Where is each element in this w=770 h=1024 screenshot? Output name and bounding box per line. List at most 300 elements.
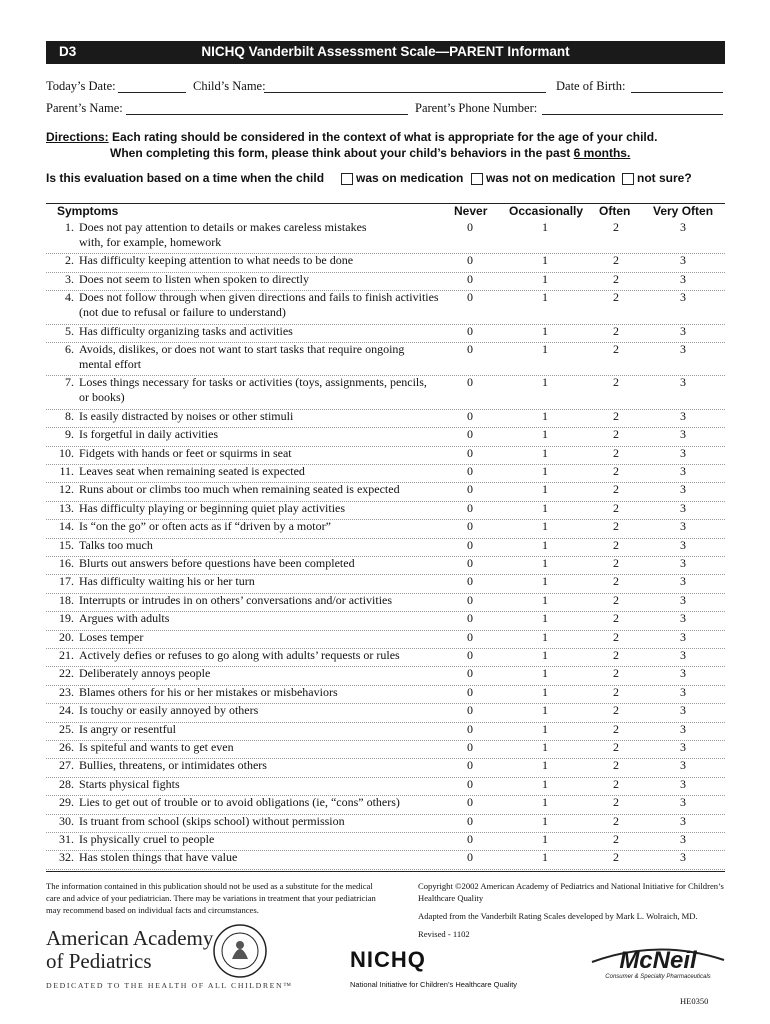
rating-often[interactable]: 2 [613,776,619,791]
item-text-line: or books) [79,390,125,405]
rating-often[interactable]: 2 [613,342,619,356]
rating-often[interactable]: 2 [613,813,619,828]
item-number: 20. [59,629,74,644]
rating-often[interactable]: 2 [613,290,619,305]
parents-phone-field[interactable] [542,114,723,115]
table-row [46,427,725,446]
item-text [79,814,459,829]
evaluation-question-text: Is this evaluation based on a time when the child [46,171,325,185]
rating-occasionally[interactable]: 1 [542,500,548,515]
item-number: 9. [65,427,74,442]
rating-very-often[interactable]: 3 [680,537,686,552]
table-row [46,290,725,324]
item-number: 7. [65,375,74,390]
table-row [46,220,725,254]
rating-often[interactable]: 2 [613,592,619,607]
rating-often[interactable]: 2 [613,721,619,736]
item-number: 2. [65,253,74,268]
rating-occasionally[interactable]: 1 [542,648,548,662]
rating-often[interactable]: 2 [613,323,619,338]
rating-never[interactable]: 0 [467,482,473,497]
option-not-on-medication: was not on medication [486,171,616,185]
rating-occasionally[interactable]: 1 [542,592,548,607]
rating-occasionally[interactable]: 1 [542,740,548,754]
rating-often[interactable]: 2 [613,500,619,515]
item-text-line: Talks too much [79,537,153,552]
nichq-logo [350,947,426,973]
rating-often[interactable]: 2 [613,629,619,644]
item-text-line: Runs about or climbs too much when remaining seated is expected [79,482,400,497]
rating-never[interactable]: 0 [467,721,473,736]
rating-very-often[interactable]: 3 [680,408,686,423]
item-text-line: Is easily distracted by noises or other stimuli [79,408,294,423]
rating-occasionally[interactable]: 1 [542,556,548,570]
rating-often[interactable]: 2 [613,464,619,478]
item-text [79,593,459,608]
column-symptoms: Symptoms [57,204,119,218]
item-text-line: Has difficulty waiting his or her turn [79,574,255,589]
rating-occasionally[interactable]: 1 [542,850,548,865]
rating-never[interactable]: 0 [467,556,473,570]
rating-never[interactable]: 0 [467,813,473,828]
copyright-block [418,880,728,940]
item-text-line: Is spiteful and wants to get even [79,740,234,754]
item-number: 30. [59,813,74,828]
item-text [79,519,459,534]
column-occasionally: Occasionally [509,204,584,218]
rating-never[interactable]: 0 [467,758,473,773]
rating-never[interactable]: 0 [467,220,473,234]
rating-often[interactable]: 2 [613,574,619,589]
rating-often[interactable]: 2 [613,556,619,570]
rating-very-often[interactable]: 3 [680,740,686,754]
item-text-line: Leaves seat when remaining seated is expected [79,464,305,478]
table-row [46,611,725,630]
rating-never[interactable]: 0 [467,574,473,589]
rating-occasionally[interactable]: 1 [542,684,548,699]
rating-occasionally[interactable]: 1 [542,629,548,644]
table-row [46,409,725,428]
table-row [46,648,725,667]
item-number: 28. [59,776,74,791]
rating-never[interactable]: 0 [467,611,473,626]
item-text-line: Does not seem to listen when spoken to directly [79,271,309,286]
rating-often[interactable]: 2 [613,537,619,552]
rating-very-often[interactable]: 3 [680,684,686,699]
table-row [46,832,725,851]
rating-very-often[interactable]: 3 [680,271,686,286]
rating-occasionally[interactable]: 1 [542,832,548,846]
rating-very-often[interactable]: 3 [680,482,686,497]
rating-very-often[interactable]: 3 [680,850,686,865]
item-text-line: Blames others for his or her mistakes or misbehaviors [79,684,338,699]
item-text-line: Does not pay attention to details or makes careless mistakes [79,220,367,234]
rating-very-often[interactable]: 3 [680,813,686,828]
rating-never[interactable]: 0 [467,795,473,810]
nichq-logo-text: NICHQ [350,947,426,972]
copyright-text: Copyright ©2002 American Academy of Pediatrics and National Initiative for Children’s Healthcare Quality [418,881,724,903]
checkbox-not-sure[interactable] [622,173,634,185]
directions-label: Directions: [46,130,109,144]
item-text-line: with, for example, homework [79,235,222,249]
rating-occasionally[interactable]: 1 [542,342,548,356]
rating-never[interactable]: 0 [467,323,473,338]
table-row [46,777,725,796]
item-text [79,253,459,268]
item-text-line: Starts physical fights [79,776,180,791]
rating-often[interactable]: 2 [613,758,619,773]
column-very-often: Very Often [653,204,714,218]
item-text-line: Has difficulty keeping attention to what needs to be done [79,253,354,268]
aap-seal-icon [212,923,268,979]
rating-very-often[interactable]: 3 [680,290,686,305]
item-number: 27. [59,758,74,773]
todays-date-field[interactable] [118,92,186,93]
rating-often[interactable]: 2 [613,253,619,268]
rating-never[interactable]: 0 [467,592,473,607]
rating-often[interactable]: 2 [613,666,619,681]
item-number: 11. [59,464,74,478]
rating-occasionally[interactable]: 1 [542,482,548,497]
rating-very-often[interactable]: 3 [680,220,686,234]
rating-occasionally[interactable]: 1 [542,611,548,626]
rating-never[interactable]: 0 [467,648,473,662]
directions-line-2: When completing this form, please think about your child’s behaviors in the past [110,146,571,160]
item-number: 21. [59,648,74,662]
item-text [79,850,459,865]
item-text-line: Loses things necessary for tasks or activities (toys, assignments, pencils, [79,375,427,390]
rating-never[interactable]: 0 [467,666,473,681]
rating-never[interactable]: 0 [467,427,473,442]
item-number: 6. [65,342,74,356]
date-of-birth-label: Date of Birth: [556,79,626,93]
item-text [79,501,459,516]
item-number: 24. [59,703,74,718]
revised-text: Revised - 1102 [418,929,470,939]
option-on-medication: was on medication [356,171,464,185]
rating-very-often[interactable]: 3 [680,323,686,338]
rating-occasionally[interactable]: 1 [542,721,548,736]
item-text [79,722,459,737]
aap-logo-line-2: of Pediatrics [46,949,152,973]
table-row [46,630,725,649]
item-text-line: Has stolen things that have value [79,850,238,865]
adapted-text: Adapted from the Vanderbilt Rating Scales developed by Mark L. Wolraich, MD. [418,911,698,921]
parents-name-field[interactable] [126,114,408,115]
rating-often[interactable]: 2 [613,611,619,626]
item-text [79,538,459,553]
table-row [46,342,725,376]
directions-line-1: Each rating should be considered in the context of what is appropriate for the age of your child. [112,130,658,144]
item-number: 29. [59,795,74,810]
item-text-line: Blurts out answers before questions have been completed [79,556,355,570]
table-row [46,501,725,520]
item-text [79,324,459,339]
checkbox-not-on-medication[interactable] [471,173,483,185]
rating-often[interactable]: 2 [613,482,619,497]
rating-very-often[interactable]: 3 [680,592,686,607]
table-row [46,814,725,833]
rating-never[interactable]: 0 [467,519,473,534]
rating-never[interactable]: 0 [467,342,473,356]
item-text [79,832,459,847]
rating-very-often[interactable]: 3 [680,519,686,534]
item-number: 32. [59,850,74,865]
table-row [46,795,725,814]
item-text-line: Avoids, dislikes, or does not want to start tasks that require ongoing [79,342,405,356]
item-text [79,611,459,626]
table-row [46,464,725,483]
rating-very-often[interactable]: 3 [680,464,686,478]
rating-very-often[interactable]: 3 [680,666,686,681]
mcneil-subtitle: Consumer & Specialty Pharmaceuticals [605,974,711,980]
item-number: 19. [59,611,74,626]
rating-very-often[interactable]: 3 [680,556,686,570]
rating-often[interactable]: 2 [613,850,619,865]
rating-never[interactable]: 0 [467,445,473,460]
rating-very-often[interactable]: 3 [680,253,686,268]
rating-very-often[interactable]: 3 [680,342,686,356]
rating-often[interactable]: 2 [613,795,619,810]
rating-never[interactable]: 0 [467,684,473,699]
rating-often[interactable]: 2 [613,684,619,699]
rating-often[interactable]: 2 [613,703,619,718]
rating-never[interactable]: 0 [467,271,473,286]
aap-logo-line-1: American Academy [46,926,214,950]
rating-very-often[interactable]: 3 [680,375,686,390]
mcneil-logo-icon [588,942,728,980]
rating-occasionally[interactable]: 1 [542,290,548,305]
item-text-line: Fidgets with hands or feet or squirms in seat [79,445,292,460]
rating-never[interactable]: 0 [467,464,473,478]
rating-very-often[interactable]: 3 [680,611,686,626]
rating-very-often[interactable]: 3 [680,427,686,442]
item-text [79,795,459,810]
item-text [79,342,459,372]
item-text-line: Does not follow through when given directions and fails to finish activities [79,290,439,305]
rating-never[interactable]: 0 [467,850,473,865]
childs-name-label: Child’s Name: [193,79,266,93]
rating-occasionally[interactable]: 1 [542,408,548,423]
form-title: NICHQ Vanderbilt Assessment Scale—PARENT Informant [201,44,570,59]
rating-very-often[interactable]: 3 [680,574,686,589]
table-row [46,758,725,777]
rating-never[interactable]: 0 [467,500,473,515]
item-number: 26. [59,740,74,754]
item-text [79,685,459,700]
item-text [79,272,459,287]
item-text-line: Loses temper [79,629,144,644]
option-not-sure: not sure? [637,171,692,185]
rating-occasionally[interactable]: 1 [542,758,548,773]
rating-very-often[interactable]: 3 [680,795,686,810]
parents-name-label: Parent’s Name: [46,101,123,115]
rating-occasionally[interactable]: 1 [542,271,548,286]
rating-often[interactable]: 2 [613,220,619,234]
item-text [79,703,459,718]
item-text [79,482,459,497]
mcneil-logo-text: McNeil [619,947,697,974]
rating-never[interactable]: 0 [467,537,473,552]
item-text-line: Lies to get out of trouble or to avoid obligations (ie, “cons” others) [79,795,400,810]
rating-very-often[interactable]: 3 [680,776,686,791]
parents-phone-label: Parent’s Phone Number: [415,101,538,115]
rating-occasionally[interactable]: 1 [542,666,548,681]
item-text [79,630,459,645]
directions [46,129,657,161]
rating-occasionally[interactable]: 1 [542,427,548,442]
form-code: D3 [59,44,77,59]
table-row [46,272,725,291]
table-row [46,703,725,722]
rating-never[interactable]: 0 [467,776,473,791]
item-text-line: Actively defies or refuses to go along with adults’ requests or rules [79,648,400,662]
table-row [46,446,725,465]
rating-often[interactable]: 2 [613,427,619,442]
item-number: 12. [59,482,74,497]
item-number: 8. [65,408,74,423]
rating-occasionally[interactable]: 1 [542,375,548,390]
item-text [79,290,459,320]
rating-occasionally[interactable]: 1 [542,323,548,338]
item-text-line: Is truant from school (skips school) without permission [79,813,345,828]
table-row [46,685,725,704]
item-number: 18. [59,592,74,607]
item-number: 22. [59,666,74,681]
item-text-line: Is physically cruel to people [79,832,215,846]
rating-never[interactable]: 0 [467,408,473,423]
rating-very-often[interactable]: 3 [680,721,686,736]
item-number: 4. [65,290,74,305]
rating-never[interactable]: 0 [467,290,473,305]
item-text [79,375,459,405]
item-text [79,574,459,589]
item-text-line: Deliberately annoys people [79,666,211,681]
directions-period: 6 months. [573,146,631,160]
table-row [46,722,725,741]
item-text-line: Argues with adults [79,611,170,626]
aap-logo [46,927,213,973]
rating-never[interactable]: 0 [467,832,473,846]
item-text [79,556,459,571]
item-text-line: Is forgetful in daily activities [79,427,219,442]
rating-often[interactable]: 2 [613,519,619,534]
item-text [79,409,459,424]
item-text [79,666,459,681]
item-text [79,777,459,792]
rating-never[interactable]: 0 [467,375,473,390]
item-number: 31. [59,832,74,846]
rating-occasionally[interactable]: 1 [542,537,548,552]
nichq-subtitle: National Initiative for Children’s Healthcare Quality [350,980,518,989]
table-row [46,538,725,557]
rating-never[interactable]: 0 [467,703,473,718]
rating-occasionally[interactable]: 1 [542,445,548,460]
item-text [79,740,459,755]
item-text-line: Is angry or resentful [79,721,176,736]
item-number: 17. [59,574,74,589]
rating-very-often[interactable]: 3 [680,648,686,662]
rating-occasionally[interactable]: 1 [542,464,548,478]
item-number: 23. [59,684,74,699]
childs-name-field[interactable] [264,92,546,93]
table-row [46,666,725,685]
item-text-line: Has difficulty playing or beginning quiet play activities [79,500,346,515]
rating-occasionally[interactable]: 1 [542,253,548,268]
item-text [79,758,459,773]
item-number: 16. [59,556,74,570]
table-row [46,593,725,612]
rating-very-often[interactable]: 3 [680,445,686,460]
rating-very-often[interactable]: 3 [680,758,686,773]
item-text-line: Is “on the go” or often acts as if “driven by a motor” [79,519,331,534]
rating-very-often[interactable]: 3 [680,629,686,644]
item-number: 5. [65,323,74,338]
item-text [79,648,459,663]
item-text-line: Interrupts or intrudes in on others’ conversations and/or activities [79,592,393,607]
rating-very-often[interactable]: 3 [680,703,686,718]
item-text-line: (not due to refusal or failure to understand) [79,305,286,320]
rating-occasionally[interactable]: 1 [542,574,548,589]
rating-occasionally[interactable]: 1 [542,703,548,718]
checkbox-on-medication[interactable] [341,173,353,185]
rating-occasionally[interactable]: 1 [542,220,548,234]
rating-very-often[interactable]: 3 [680,832,686,846]
item-text [79,464,459,479]
rating-often[interactable]: 2 [613,832,619,846]
rating-often[interactable]: 2 [613,445,619,460]
item-text [79,446,459,461]
table-bottom-rule [46,871,725,872]
rating-often[interactable]: 2 [613,740,619,754]
rating-often[interactable]: 2 [613,375,619,390]
rating-occasionally[interactable]: 1 [542,813,548,828]
item-number: 15. [59,537,74,552]
rating-never[interactable]: 0 [467,253,473,268]
rating-often[interactable]: 2 [613,648,619,662]
rating-often[interactable]: 2 [613,408,619,423]
rating-occasionally[interactable]: 1 [542,795,548,810]
disclaimer: The information contained in this publication should not be used as a substitute for the medical care and advice of your pediatrician. There may be variations in treatment that your pediatrician may recommend based on individual facts and circumstances. [46,881,376,915]
table-row [46,375,725,409]
item-number: 14. [59,519,74,534]
rating-often[interactable]: 2 [613,271,619,286]
aap-tagline: DEDICATED TO THE HEALTH OF ALL CHILDREN™ [46,981,293,990]
table-row [46,324,725,343]
item-number: 10. [59,445,74,460]
table-row [46,482,725,501]
rating-occasionally[interactable]: 1 [542,776,548,791]
item-text-line: Has difficulty organizing tasks and activities [79,323,293,338]
todays-date-label: Today’s Date: [46,79,116,93]
item-text [79,427,459,442]
date-of-birth-field[interactable] [631,92,723,93]
column-often: Often [599,204,631,218]
rating-never[interactable]: 0 [467,740,473,754]
item-number: 3. [65,271,74,286]
form-header [46,41,725,64]
rating-very-often[interactable]: 3 [680,500,686,515]
item-number: 1. [65,220,74,234]
rating-occasionally[interactable]: 1 [542,519,548,534]
table-row [46,850,725,869]
item-number: 25. [59,721,74,736]
item-text-line: mental effort [79,357,142,371]
item-text-line: Is touchy or easily annoyed by others [79,703,259,718]
table-row [46,740,725,759]
column-never: Never [454,204,488,218]
rating-never[interactable]: 0 [467,629,473,644]
